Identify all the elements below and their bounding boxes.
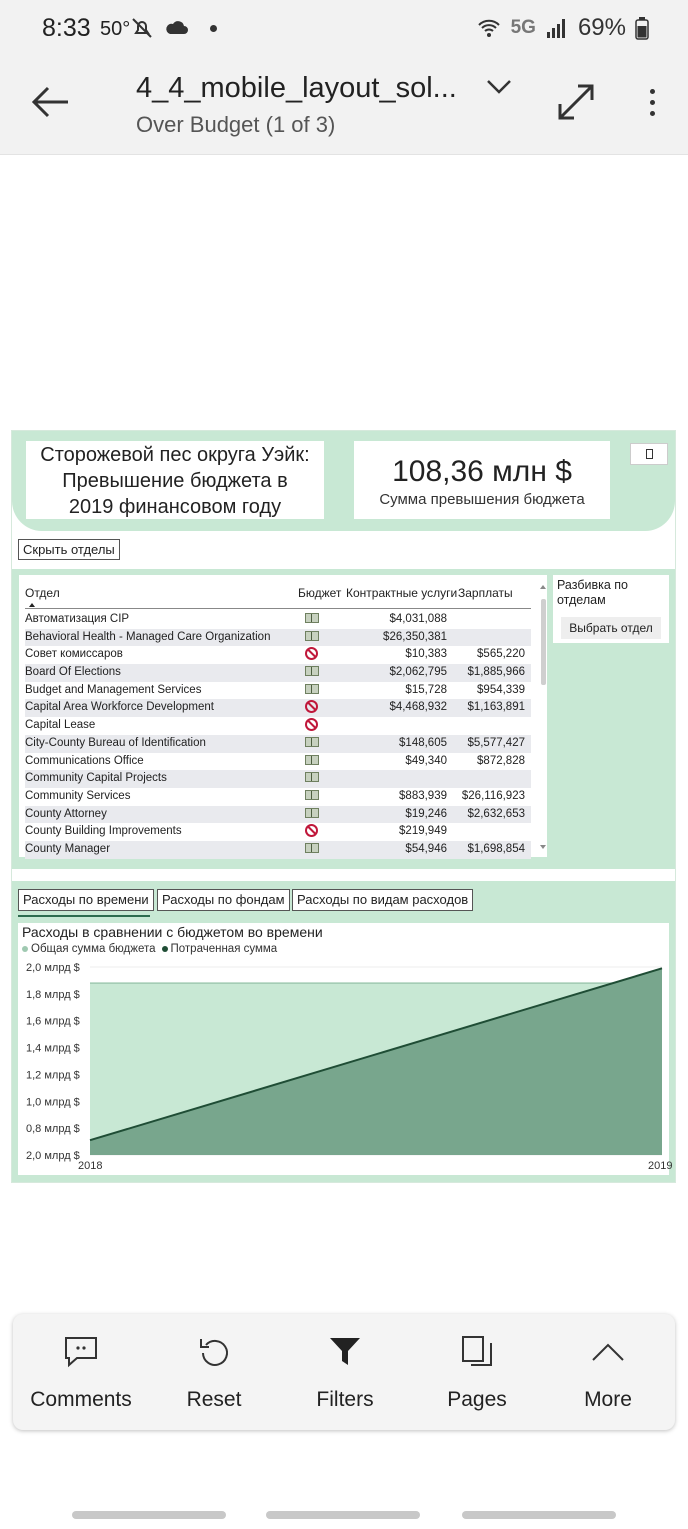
x-tick-label: 2019 [648,1160,673,1172]
y-tick-label: 1,6 млрд $ [26,1015,80,1028]
tab-spending-by-time[interactable]: Расходы по времени [18,889,154,911]
status-temp: 50° [100,18,131,40]
more-options-button[interactable] [640,80,664,124]
status-left-icons [130,16,217,40]
department-name: County Attorney [25,807,107,820]
y-tick-label: 2,0 млрд $ [26,1150,80,1162]
table-row[interactable] [25,717,531,735]
contract-services-value: $49,340 [405,754,447,767]
table-row[interactable] [25,646,531,664]
network-type: 5G [510,17,536,38]
comments-button[interactable] [15,1328,147,1420]
money-icon [305,631,319,642]
legend-dot-budget [22,946,28,952]
comments-label: Comments [30,1388,132,1411]
contract-services-value: $15,728 [405,683,447,696]
departments-table[interactable] [19,575,547,857]
salary-value: $954,339 [477,683,525,696]
expand-icon [556,82,596,122]
report-title: 4_4_mobile_layout_sol... [136,72,457,104]
salary-value: $565,220 [477,648,525,661]
departments-band [12,569,675,869]
spending-band [12,881,675,1182]
y-tick-label: 1,8 млрд $ [26,988,80,1001]
legend-label-spent: Потраченная сумма [170,943,278,955]
hide-departments-button[interactable]: Скрыть отделы [18,539,120,560]
y-tick-label: 1,2 млрд $ [26,1069,80,1082]
table-row[interactable] [25,788,531,806]
column-department[interactable]: Отдел [25,586,60,600]
money-icon [305,684,319,695]
header-band [12,431,675,531]
active-tab-indicator [18,915,150,917]
expand-button[interactable] [554,80,598,124]
department-name: County Building Improvements [25,825,182,838]
money-icon [305,808,319,819]
phone-icon [646,449,653,459]
table-row[interactable] [25,611,531,629]
money-icon [305,772,319,783]
salary-value: $1,885,966 [467,666,525,679]
contract-services-value: $2,062,795 [389,666,447,679]
breakdown-title: Разбивка по отделам [557,578,628,607]
bottom-toolbar [13,1314,675,1430]
report-heading-line: Сторожевой пес округа Уэйк: [40,444,310,466]
department-name: Budget and Management Services [25,683,202,696]
report-heading-line: Превышение бюджета в [62,470,288,492]
y-tick-label: 1,4 млрд $ [26,1042,80,1055]
table-row[interactable] [25,629,531,647]
department-name: Communications Office [25,754,144,767]
nav-recents-bar[interactable] [72,1511,226,1519]
table-row[interactable] [25,735,531,753]
nav-home-bar[interactable] [266,1511,420,1519]
table-row[interactable] [25,823,531,841]
filters-label: Filters [316,1388,374,1411]
kebab-dot-icon [650,111,655,116]
table-scrollbar[interactable] [540,585,547,849]
over-budget-icon [305,719,319,730]
report-heading [26,441,324,519]
contract-services-value: $19,246 [405,807,447,820]
nav-back-bar[interactable] [462,1511,616,1519]
department-name: Capital Area Workforce Development [25,701,214,714]
table-row[interactable] [25,682,531,700]
money-icon [305,843,319,854]
sort-ascending-icon [29,603,35,607]
department-name: Behavioral Health - Managed Care Organization [25,630,271,643]
y-tick-label: 1,0 млрд $ [26,1096,80,1109]
salary-value: $5,577,427 [467,736,525,749]
status-time: 8:33 [42,14,91,42]
column-contract-services[interactable]: Контрактные услуги [346,586,458,600]
department-breakdown [553,575,669,643]
scroll-up-icon[interactable] [540,585,546,589]
status-bar [0,0,688,60]
page-subtitle: Over Budget (1 of 3) [136,112,336,137]
tab-spending-by-fund[interactable]: Расходы по фондам [157,889,290,911]
app-header [0,60,688,155]
over-budget-icon [305,701,319,712]
department-name: Capital Lease [25,719,96,732]
contract-services-value: $4,468,932 [389,701,447,714]
legend-item-budget[interactable] [22,943,156,955]
reset-icon [194,1332,234,1372]
table-row[interactable] [25,753,531,771]
chevron-up-icon [588,1332,628,1372]
focus-mode-button[interactable] [630,443,668,465]
more-label: More [584,1388,632,1411]
column-budget[interactable]: Бюджет [298,586,342,600]
column-salaries[interactable]: Зарплаты [458,586,513,600]
salary-value: $26,116,923 [461,789,525,802]
table-header [25,583,531,609]
pages-icon [457,1332,497,1372]
department-name: Совет комиссаров [25,648,123,661]
chart-title: Расходы в сравнении с бюджетом во времени [22,924,323,940]
table-row[interactable] [25,841,531,859]
money-icon [305,755,319,766]
signal-icon [546,18,568,38]
battery-percent: 69% [577,14,626,41]
reset-button[interactable] [148,1328,280,1420]
over-budget-icon [305,825,319,836]
legend-label-budget: Общая сумма бюджета [31,943,156,955]
department-name: County Manager [25,842,111,855]
y-tick-label: 0,8 млрд $ [26,1123,80,1136]
department-name: Board Of Elections [25,666,121,679]
salary-value: $872,828 [477,754,525,767]
salary-value: $1,698,854 [467,842,525,855]
department-name: City-County Bureau of Identification [25,736,206,749]
battery-icon [636,17,648,39]
kpi-value: 108,36 млн $ [392,455,572,488]
report-heading-line: 2019 финансовом году [68,496,282,518]
department-name: Community Services [25,789,131,802]
arrow-left-icon [30,86,70,118]
dot-icon [210,25,217,32]
kebab-dot-icon [650,100,655,105]
pages-button[interactable] [411,1328,543,1420]
scroll-thumb[interactable] [541,599,546,685]
department-name: Автоматизация CIP [25,613,130,625]
bell-muted-icon [130,16,154,40]
salary-value: $2,632,653 [467,807,525,820]
kebab-dot-icon [650,89,655,94]
back-button[interactable] [28,80,72,124]
department-name: Community Capital Projects [25,772,167,785]
table-row[interactable] [25,664,531,682]
legend-dot-spent [162,946,168,952]
money-icon [305,613,319,624]
spending-chart[interactable] [18,923,673,1175]
pages-label: Pages [447,1388,507,1411]
kpi-card[interactable] [354,441,610,519]
comment-icon [61,1332,101,1372]
contract-services-value: $10,383 [405,648,447,661]
contract-services-value: $883,939 [399,789,447,802]
status-right [477,14,648,42]
filters-button[interactable] [279,1328,411,1420]
table-row[interactable] [25,806,531,824]
salary-value: $1,163,891 [467,701,525,714]
chart-legend [22,943,277,955]
filter-icon [325,1332,365,1372]
money-icon [305,790,319,801]
contract-services-value: $4,031,088 [389,613,447,625]
contract-services-value: $26,350,381 [383,630,447,643]
money-icon [305,666,319,677]
table-row[interactable] [25,770,531,788]
select-department-button[interactable]: Выбрать отдел [561,617,661,639]
contract-services-value: $54,946 [405,842,447,855]
contract-services-value: $148,605 [399,736,447,749]
table-row[interactable] [25,699,531,717]
scroll-down-icon[interactable] [540,845,546,849]
more-button[interactable] [542,1328,674,1420]
chart-plot [18,959,673,1173]
reset-label: Reset [186,1388,242,1411]
over-budget-icon [305,648,319,659]
page-dropdown-button[interactable] [484,74,514,100]
tab-spending-by-type[interactable]: Расходы по видам расходов [292,889,473,911]
report-canvas [11,430,676,1183]
wifi-icon [477,16,501,40]
money-icon [305,737,319,748]
kpi-label: Сумма превышения бюджета [379,491,585,508]
legend-item-spent[interactable] [162,943,278,955]
chevron-down-icon [486,79,512,95]
y-tick-label: 2,0 млрд $ [26,962,80,974]
table-body [25,611,531,859]
x-tick-label: 2018 [78,1160,103,1172]
contract-services-value: $219,949 [399,825,447,838]
cloud-icon [164,18,190,38]
